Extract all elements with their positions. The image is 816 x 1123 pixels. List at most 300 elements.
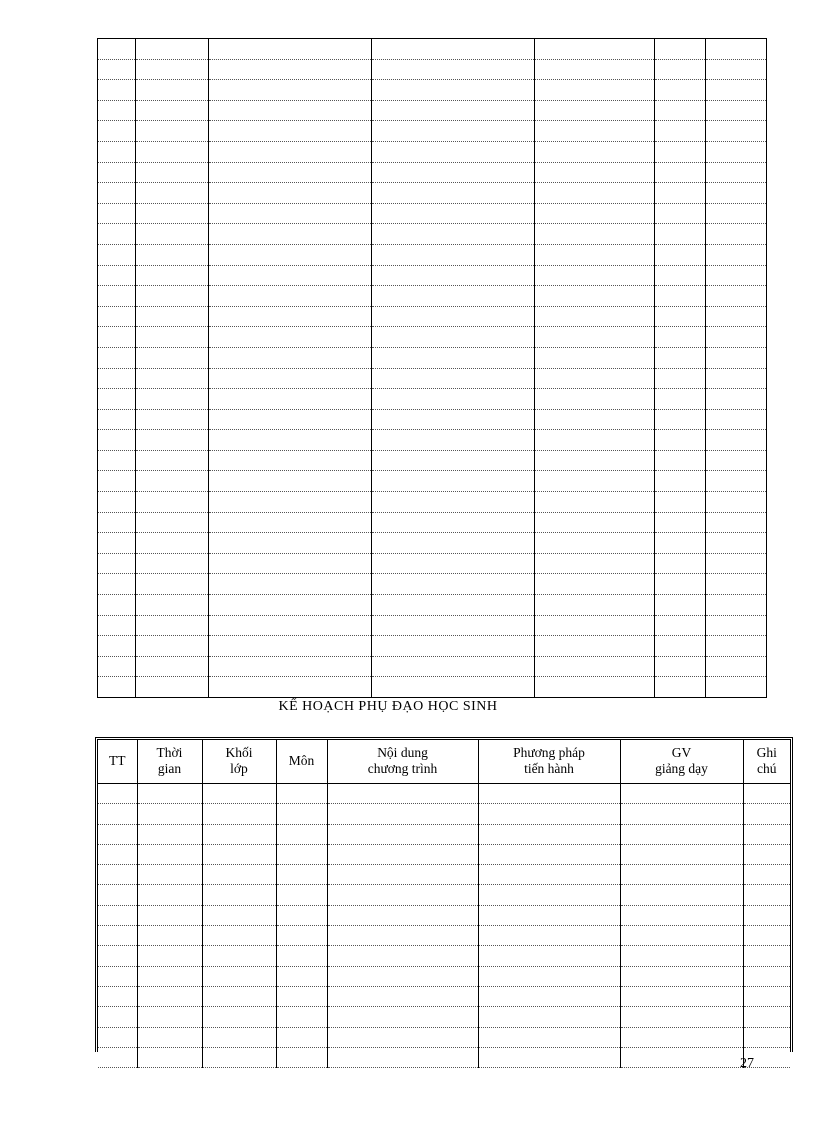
- table-cell: [478, 824, 620, 844]
- table-cell: [276, 966, 327, 986]
- table-cell: [98, 885, 137, 905]
- table-cell: [535, 636, 655, 657]
- table-cell: [535, 80, 655, 101]
- table-cell: [478, 926, 620, 946]
- table-cell: [209, 533, 372, 554]
- table-cell: [136, 100, 209, 121]
- table-row: [98, 80, 767, 101]
- table-cell: [535, 450, 655, 471]
- table-cell: [535, 121, 655, 142]
- table-cell: [655, 471, 706, 492]
- table-cell: [372, 162, 535, 183]
- table-row: [98, 553, 767, 574]
- table-cell: [98, 512, 136, 533]
- table-cell: [706, 347, 767, 368]
- table-cell: [98, 986, 137, 1006]
- table-row: [98, 1047, 790, 1067]
- table-cell: [706, 430, 767, 451]
- table-cell: [137, 885, 202, 905]
- table-cell: [655, 59, 706, 80]
- table-cell: [276, 804, 327, 824]
- table-cell: [98, 492, 136, 513]
- table-cell: [98, 946, 137, 966]
- table-cell: [137, 824, 202, 844]
- table-row: [98, 39, 767, 60]
- table-cell: [98, 1027, 137, 1047]
- table-cell: [98, 100, 136, 121]
- table-cell: [98, 450, 136, 471]
- table-cell: [372, 636, 535, 657]
- table-cell: [655, 286, 706, 307]
- table-cell: [98, 926, 137, 946]
- table-cell: [706, 677, 767, 698]
- table-cell: [136, 203, 209, 224]
- table-cell: [655, 615, 706, 636]
- table-cell: [327, 905, 478, 925]
- table-cell: [136, 121, 209, 142]
- table-row: [98, 656, 767, 677]
- table-cell: [98, 286, 136, 307]
- table-cell: [535, 409, 655, 430]
- table-cell: [655, 409, 706, 430]
- table-cell: [706, 327, 767, 348]
- table-cell: [98, 677, 136, 698]
- table-cell: [620, 1007, 743, 1027]
- table-cell: [706, 471, 767, 492]
- table-cell: [327, 966, 478, 986]
- table-row: [98, 327, 767, 348]
- section-title: KẾ HOẠCH PHỤ ĐẠO HỌC SINH: [278, 699, 498, 714]
- table-cell: [276, 946, 327, 966]
- table-cell: [276, 905, 327, 925]
- table-cell: [478, 905, 620, 925]
- table-cell: [535, 203, 655, 224]
- table-cell: [137, 1047, 202, 1067]
- table-row: [98, 244, 767, 265]
- table-cell: [706, 368, 767, 389]
- table-cell: [209, 430, 372, 451]
- table-cell: [620, 1027, 743, 1047]
- table-cell: [98, 224, 136, 245]
- table-cell: [327, 824, 478, 844]
- table-cell: [209, 203, 372, 224]
- table-cell: [372, 368, 535, 389]
- table-cell: [137, 966, 202, 986]
- table-cell: [98, 966, 137, 986]
- table-cell: [655, 512, 706, 533]
- header-grade: Khối lớp: [202, 740, 276, 784]
- table-cell: [202, 946, 276, 966]
- table-cell: [98, 1047, 137, 1067]
- table-cell: [136, 59, 209, 80]
- table-cell: [706, 286, 767, 307]
- table-cell: [209, 80, 372, 101]
- table-cell: [372, 80, 535, 101]
- table-cell: [137, 865, 202, 885]
- table-cell: [535, 471, 655, 492]
- table-cell: [535, 265, 655, 286]
- tutoring-plan-table-body: [98, 784, 790, 1068]
- table-cell: [98, 865, 137, 885]
- table-cell: [276, 986, 327, 1006]
- table-cell: [478, 844, 620, 864]
- table-cell: [655, 100, 706, 121]
- table-cell: [98, 533, 136, 554]
- table-cell: [478, 865, 620, 885]
- table-cell: [202, 844, 276, 864]
- table-cell: [98, 553, 136, 574]
- table-cell: [706, 595, 767, 616]
- table-cell: [327, 1027, 478, 1047]
- table-cell: [706, 59, 767, 80]
- table-row: [98, 59, 767, 80]
- table-cell: [535, 656, 655, 677]
- table-cell: [136, 244, 209, 265]
- table-cell: [478, 1027, 620, 1047]
- table-cell: [136, 512, 209, 533]
- table-cell: [98, 574, 136, 595]
- table-cell: [655, 636, 706, 657]
- table-row: [98, 885, 790, 905]
- table-cell: [209, 656, 372, 677]
- table-cell: [136, 656, 209, 677]
- table-cell: [137, 844, 202, 864]
- table-cell: [620, 946, 743, 966]
- table-cell: [743, 926, 790, 946]
- table-cell: [655, 347, 706, 368]
- table-cell: [655, 327, 706, 348]
- table-cell: [136, 368, 209, 389]
- table-cell: [743, 885, 790, 905]
- table-cell: [137, 946, 202, 966]
- table-cell: [372, 59, 535, 80]
- table-cell: [535, 677, 655, 698]
- table-cell: [655, 265, 706, 286]
- table-cell: [535, 306, 655, 327]
- table-cell: [655, 677, 706, 698]
- table-cell: [655, 595, 706, 616]
- table-cell: [655, 656, 706, 677]
- table-cell: [209, 306, 372, 327]
- table-cell: [620, 844, 743, 864]
- table-cell: [137, 1007, 202, 1027]
- table-cell: [327, 844, 478, 864]
- table-cell: [98, 368, 136, 389]
- table-cell: [98, 203, 136, 224]
- table-cell: [136, 265, 209, 286]
- table-cell: [137, 986, 202, 1006]
- table-cell: [706, 244, 767, 265]
- table-cell: [372, 224, 535, 245]
- table-cell: [478, 885, 620, 905]
- table-cell: [372, 492, 535, 513]
- table-cell: [372, 512, 535, 533]
- table-row: [98, 471, 767, 492]
- table-cell: [743, 905, 790, 925]
- table-cell: [620, 784, 743, 804]
- table-cell: [620, 905, 743, 925]
- table-cell: [706, 265, 767, 286]
- table-row: [98, 162, 767, 183]
- table-cell: [98, 824, 137, 844]
- header-subject: Môn: [276, 740, 327, 784]
- table-cell: [136, 574, 209, 595]
- table-cell: [655, 553, 706, 574]
- table-cell: [276, 885, 327, 905]
- table-cell: [209, 141, 372, 162]
- table-cell: [136, 430, 209, 451]
- table-row: [98, 409, 767, 430]
- table-cell: [136, 409, 209, 430]
- table-cell: [209, 327, 372, 348]
- table-cell: [706, 80, 767, 101]
- table-cell: [372, 244, 535, 265]
- table-row: [98, 203, 767, 224]
- table-row: [98, 450, 767, 471]
- table-cell: [98, 347, 136, 368]
- table-cell: [655, 183, 706, 204]
- table-cell: [98, 121, 136, 142]
- table-cell: [136, 595, 209, 616]
- table-cell: [98, 636, 136, 657]
- table-cell: [372, 203, 535, 224]
- table-cell: [209, 492, 372, 513]
- table-row: [98, 844, 790, 864]
- table-cell: [535, 327, 655, 348]
- table-cell: [535, 244, 655, 265]
- table-cell: [202, 905, 276, 925]
- table-cell: [655, 430, 706, 451]
- table-cell: [136, 471, 209, 492]
- table-cell: [209, 512, 372, 533]
- table-row: [98, 966, 790, 986]
- table-cell: [706, 450, 767, 471]
- table-cell: [655, 533, 706, 554]
- table-cell: [202, 865, 276, 885]
- table-row: [98, 224, 767, 245]
- table-cell: [706, 183, 767, 204]
- table-cell: [706, 121, 767, 142]
- table-cell: [535, 574, 655, 595]
- table-cell: [98, 327, 136, 348]
- table-row: [98, 368, 767, 389]
- table-cell: [372, 430, 535, 451]
- table-row: [98, 595, 767, 616]
- table-row: [98, 265, 767, 286]
- continued-plan-table: [97, 38, 767, 698]
- table-cell: [372, 183, 535, 204]
- table-cell: [327, 1007, 478, 1027]
- table-cell: [655, 203, 706, 224]
- table-cell: [655, 121, 706, 142]
- table-cell: [136, 141, 209, 162]
- table-cell: [372, 327, 535, 348]
- table-cell: [372, 656, 535, 677]
- table-row: [98, 512, 767, 533]
- table-cell: [743, 1027, 790, 1047]
- table-cell: [535, 183, 655, 204]
- table-cell: [655, 306, 706, 327]
- table-cell: [535, 100, 655, 121]
- table-cell: [137, 804, 202, 824]
- table-cell: [655, 574, 706, 595]
- table-cell: [276, 784, 327, 804]
- table-cell: [98, 905, 137, 925]
- table-cell: [706, 100, 767, 121]
- table-cell: [276, 926, 327, 946]
- table-cell: [535, 389, 655, 410]
- table-cell: [202, 926, 276, 946]
- table-cell: [535, 512, 655, 533]
- table-cell: [655, 80, 706, 101]
- table-cell: [98, 784, 137, 804]
- table-cell: [655, 368, 706, 389]
- table-cell: [209, 39, 372, 60]
- table-cell: [327, 1047, 478, 1067]
- table-cell: [98, 804, 137, 824]
- table-cell: [706, 141, 767, 162]
- table-row: [98, 615, 767, 636]
- page-number: 27: [740, 1056, 754, 1071]
- table-cell: [620, 824, 743, 844]
- table-cell: [372, 471, 535, 492]
- table-cell: [136, 224, 209, 245]
- table-cell: [478, 784, 620, 804]
- table-cell: [620, 804, 743, 824]
- table-cell: [655, 389, 706, 410]
- table-cell: [136, 389, 209, 410]
- table-cell: [655, 450, 706, 471]
- table-cell: [535, 368, 655, 389]
- table-cell: [209, 471, 372, 492]
- header-teacher: GV giảng dạy: [620, 740, 743, 784]
- table-cell: [209, 286, 372, 307]
- table-cell: [535, 162, 655, 183]
- table-cell: [136, 327, 209, 348]
- table-cell: [98, 141, 136, 162]
- table-cell: [276, 1007, 327, 1027]
- table-cell: [706, 409, 767, 430]
- table-cell: [372, 409, 535, 430]
- table-row: [98, 306, 767, 327]
- table-cell: [706, 162, 767, 183]
- table-header-row: [98, 740, 790, 784]
- table-cell: [372, 306, 535, 327]
- table-cell: [478, 1007, 620, 1027]
- table-cell: [209, 183, 372, 204]
- table-cell: [478, 1047, 620, 1067]
- table-cell: [136, 162, 209, 183]
- table-cell: [98, 430, 136, 451]
- table-cell: [372, 450, 535, 471]
- table-cell: [327, 865, 478, 885]
- table-cell: [478, 986, 620, 1006]
- table-cell: [372, 39, 535, 60]
- table-cell: [620, 1047, 743, 1067]
- table-cell: [98, 162, 136, 183]
- table-cell: [743, 1007, 790, 1027]
- table-cell: [276, 824, 327, 844]
- table-cell: [276, 844, 327, 864]
- table-cell: [276, 1027, 327, 1047]
- table-row: [98, 100, 767, 121]
- table-cell: [202, 824, 276, 844]
- table-cell: [98, 844, 137, 864]
- table-cell: [372, 286, 535, 307]
- table-cell: [202, 804, 276, 824]
- table-cell: [98, 656, 136, 677]
- table-cell: [209, 244, 372, 265]
- table-cell: [743, 784, 790, 804]
- table-cell: [276, 865, 327, 885]
- table-cell: [535, 430, 655, 451]
- table-cell: [535, 59, 655, 80]
- table-cell: [706, 553, 767, 574]
- table-cell: [202, 986, 276, 1006]
- table-cell: [372, 595, 535, 616]
- table-row: [98, 533, 767, 554]
- table-cell: [743, 844, 790, 864]
- table-cell: [372, 265, 535, 286]
- table-cell: [209, 677, 372, 698]
- table-cell: [136, 39, 209, 60]
- table-cell: [209, 121, 372, 142]
- table-cell: [535, 347, 655, 368]
- table-row: [98, 865, 790, 885]
- table-cell: [535, 286, 655, 307]
- table-row: [98, 784, 790, 804]
- table-cell: [655, 224, 706, 245]
- table-cell: [202, 885, 276, 905]
- header-notes: Ghi chú: [743, 740, 790, 784]
- table-cell: [136, 492, 209, 513]
- table-row: [98, 430, 767, 451]
- table-cell: [202, 1007, 276, 1027]
- table-cell: [136, 450, 209, 471]
- table-cell: [706, 636, 767, 657]
- table-cell: [98, 471, 136, 492]
- table-cell: [743, 966, 790, 986]
- table-cell: [327, 885, 478, 905]
- table-cell: [98, 389, 136, 410]
- table-cell: [209, 553, 372, 574]
- table-cell: [209, 595, 372, 616]
- table-cell: [137, 784, 202, 804]
- table-cell: [276, 1047, 327, 1067]
- table-row: [98, 1007, 790, 1027]
- table-cell: [136, 183, 209, 204]
- table-cell: [372, 553, 535, 574]
- table-cell: [706, 306, 767, 327]
- table-cell: [478, 966, 620, 986]
- table-cell: [136, 533, 209, 554]
- table-cell: [372, 347, 535, 368]
- table-row: [98, 986, 790, 1006]
- table-cell: [98, 59, 136, 80]
- table-cell: [655, 244, 706, 265]
- table-cell: [706, 203, 767, 224]
- tutoring-plan-table-frame: [95, 737, 793, 1052]
- table-cell: [478, 804, 620, 824]
- table-cell: [706, 533, 767, 554]
- table-cell: [655, 39, 706, 60]
- table-cell: [706, 574, 767, 595]
- table-cell: [136, 677, 209, 698]
- table-row: [98, 574, 767, 595]
- table-cell: [209, 100, 372, 121]
- table-cell: [202, 1047, 276, 1067]
- table-cell: [372, 100, 535, 121]
